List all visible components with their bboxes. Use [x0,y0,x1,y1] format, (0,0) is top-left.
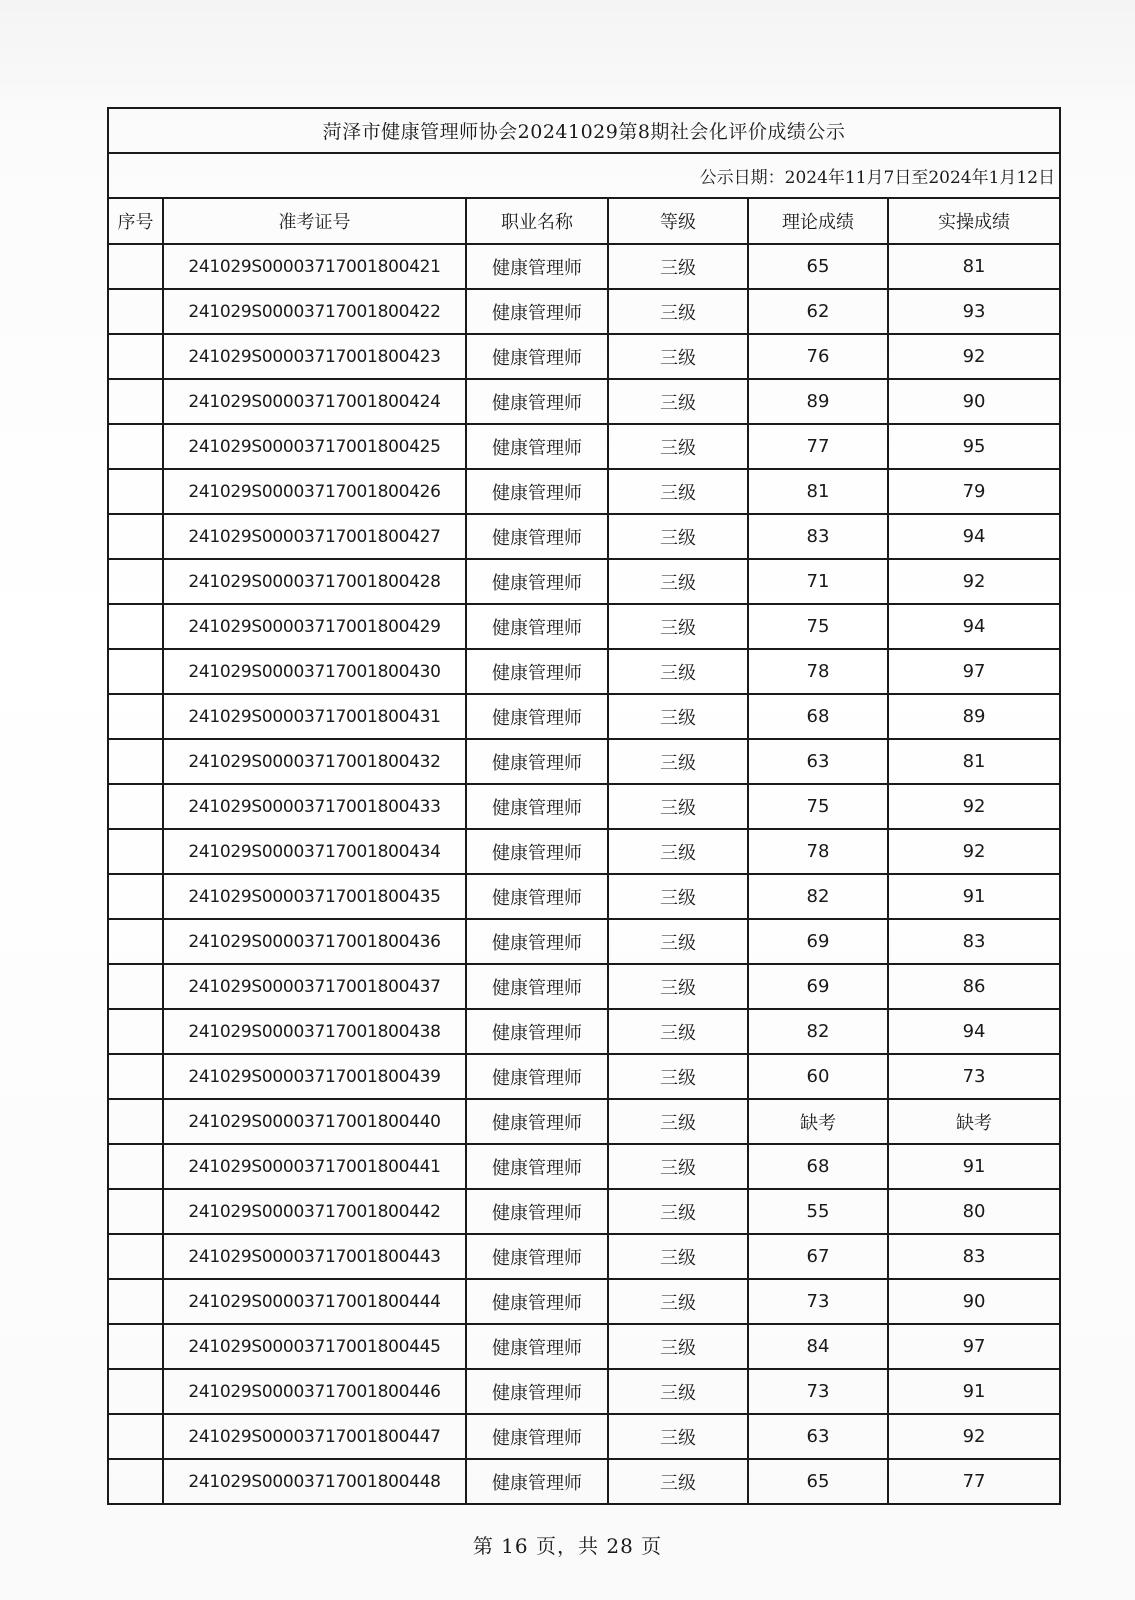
cell-exam-id: 241029S00003717001800423 [163,334,466,379]
cell-exam-id: 241029S00003717001800433 [163,784,466,829]
table-row [108,379,1060,424]
cell-exam-id: 241029S00003717001800440 [163,1099,466,1144]
cell-level: 三级 [608,469,748,514]
cell-theory-score: 82 [748,1009,888,1054]
table-row [108,829,1060,874]
cell-theory-score: 82 [748,874,888,919]
date-row [108,153,1060,198]
cell-practical-score: 91 [888,874,1060,919]
cell-occupation: 健康管理师 [466,1459,608,1504]
cell-occupation: 健康管理师 [466,1144,608,1189]
cell-occupation: 健康管理师 [466,559,608,604]
cell-seq [108,289,163,334]
cell-occupation: 健康管理师 [466,244,608,289]
table-row [108,874,1060,919]
cell-exam-id: 241029S00003717001800425 [163,424,466,469]
cell-exam-id: 241029S00003717001800431 [163,694,466,739]
cell-theory-score: 75 [748,604,888,649]
cell-seq [108,1324,163,1369]
cell-exam-id: 241029S00003717001800442 [163,1189,466,1234]
cell-exam-id: 241029S00003717001800430 [163,649,466,694]
cell-occupation: 健康管理师 [466,334,608,379]
publish-date: 公示日期：2024年11月7日至2024年1月12日 [108,153,1060,198]
cell-theory-score: 68 [748,694,888,739]
cell-exam-id: 241029S00003717001800429 [163,604,466,649]
table-row [108,514,1060,559]
cell-exam-id: 241029S00003717001800447 [163,1414,466,1459]
cell-level: 三级 [608,604,748,649]
table-row [108,649,1060,694]
cell-exam-id: 241029S00003717001800443 [163,1234,466,1279]
cell-level: 三级 [608,1009,748,1054]
cell-level: 三级 [608,829,748,874]
cell-seq [108,964,163,1009]
cell-level: 三级 [608,1369,748,1414]
cell-practical-score: 92 [888,829,1060,874]
cell-occupation: 健康管理师 [466,289,608,334]
cell-theory-score: 缺考 [748,1099,888,1144]
cell-theory-score: 83 [748,514,888,559]
table-row [108,469,1060,514]
cell-occupation: 健康管理师 [466,694,608,739]
cell-level: 三级 [608,694,748,739]
cell-seq [108,784,163,829]
cell-practical-score: 81 [888,739,1060,784]
cell-exam-id: 241029S00003717001800436 [163,919,466,964]
cell-practical-score: 83 [888,919,1060,964]
table-row [108,1279,1060,1324]
table-row [108,1459,1060,1504]
cell-practical-score: 80 [888,1189,1060,1234]
cell-theory-score: 81 [748,469,888,514]
cell-practical-score: 94 [888,1009,1060,1054]
cell-seq [108,1279,163,1324]
cell-practical-score: 81 [888,244,1060,289]
header-row [108,198,1060,244]
cell-practical-score: 73 [888,1054,1060,1099]
cell-occupation: 健康管理师 [466,1189,608,1234]
cell-exam-id: 241029S00003717001800424 [163,379,466,424]
cell-practical-score: 89 [888,694,1060,739]
table-row [108,964,1060,1009]
cell-level: 三级 [608,964,748,1009]
cell-practical-score: 91 [888,1369,1060,1414]
cell-occupation: 健康管理师 [466,469,608,514]
cell-seq [108,694,163,739]
document-title: 菏泽市健康管理师协会20241029第8期社会化评价成绩公示 [108,108,1060,153]
cell-practical-score: 77 [888,1459,1060,1504]
cell-seq [108,1054,163,1099]
cell-exam-id: 241029S00003717001800427 [163,514,466,559]
table-row [108,694,1060,739]
cell-seq [108,604,163,649]
cell-level: 三级 [608,919,748,964]
cell-level: 三级 [608,1189,748,1234]
cell-occupation: 健康管理师 [466,829,608,874]
cell-level: 三级 [608,1234,748,1279]
title-row [108,108,1060,153]
cell-theory-score: 78 [748,649,888,694]
table-row [108,289,1060,334]
cell-occupation: 健康管理师 [466,649,608,694]
table-row [108,919,1060,964]
header-exam-id: 准考证号 [163,198,466,244]
cell-occupation: 健康管理师 [466,1234,608,1279]
cell-theory-score: 62 [748,289,888,334]
cell-exam-id: 241029S00003717001800435 [163,874,466,919]
cell-theory-score: 63 [748,739,888,784]
cell-seq [108,1144,163,1189]
cell-level: 三级 [608,514,748,559]
cell-occupation: 健康管理师 [466,514,608,559]
cell-theory-score: 89 [748,379,888,424]
cell-occupation: 健康管理师 [466,379,608,424]
cell-practical-score: 92 [888,784,1060,829]
cell-theory-score: 63 [748,1414,888,1459]
cell-practical-score: 97 [888,1324,1060,1369]
cell-level: 三级 [608,1144,748,1189]
cell-level: 三级 [608,739,748,784]
cell-seq [108,649,163,694]
table-row [108,1144,1060,1189]
cell-seq [108,424,163,469]
table-row [108,739,1060,784]
header-seq: 序号 [108,198,163,244]
cell-level: 三级 [608,1459,748,1504]
cell-level: 三级 [608,289,748,334]
header-practical-score: 实操成绩 [888,198,1060,244]
cell-exam-id: 241029S00003717001800441 [163,1144,466,1189]
cell-occupation: 健康管理师 [466,604,608,649]
cell-seq [108,1414,163,1459]
cell-level: 三级 [608,1324,748,1369]
cell-theory-score: 71 [748,559,888,604]
cell-seq [108,1234,163,1279]
cell-occupation: 健康管理师 [466,919,608,964]
cell-seq [108,919,163,964]
table-row [108,1369,1060,1414]
cell-exam-id: 241029S00003717001800448 [163,1459,466,1504]
cell-practical-score: 90 [888,1279,1060,1324]
cell-practical-score: 83 [888,1234,1060,1279]
cell-seq [108,559,163,604]
cell-seq [108,874,163,919]
cell-seq [108,379,163,424]
table-row [108,334,1060,379]
cell-seq [108,829,163,874]
cell-level: 三级 [608,424,748,469]
table-row [108,604,1060,649]
cell-level: 三级 [608,1279,748,1324]
cell-theory-score: 65 [748,1459,888,1504]
header-theory-score: 理论成绩 [748,198,888,244]
table-row [108,1054,1060,1099]
cell-theory-score: 68 [748,1144,888,1189]
cell-practical-score: 97 [888,649,1060,694]
cell-theory-score: 65 [748,244,888,289]
cell-exam-id: 241029S00003717001800445 [163,1324,466,1369]
cell-occupation: 健康管理师 [466,1099,608,1144]
cell-seq [108,1009,163,1054]
cell-level: 三级 [608,379,748,424]
header-occupation: 职业名称 [466,198,608,244]
cell-level: 三级 [608,1054,748,1099]
cell-practical-score: 92 [888,1414,1060,1459]
cell-practical-score: 缺考 [888,1099,1060,1144]
cell-exam-id: 241029S00003717001800422 [163,289,466,334]
table-row [108,1234,1060,1279]
cell-exam-id: 241029S00003717001800434 [163,829,466,874]
cell-theory-score: 69 [748,964,888,1009]
cell-theory-score: 73 [748,1369,888,1414]
cell-exam-id: 241029S00003717001800446 [163,1369,466,1414]
cell-theory-score: 67 [748,1234,888,1279]
header-level: 等级 [608,198,748,244]
cell-theory-score: 76 [748,334,888,379]
cell-theory-score: 55 [748,1189,888,1234]
cell-level: 三级 [608,1099,748,1144]
cell-exam-id: 241029S00003717001800421 [163,244,466,289]
table-row [108,1009,1060,1054]
cell-seq [108,1099,163,1144]
cell-level: 三级 [608,649,748,694]
table-row [108,559,1060,604]
cell-theory-score: 73 [748,1279,888,1324]
cell-practical-score: 93 [888,289,1060,334]
cell-occupation: 健康管理师 [466,874,608,919]
cell-practical-score: 79 [888,469,1060,514]
cell-practical-score: 86 [888,964,1060,1009]
cell-occupation: 健康管理师 [466,964,608,1009]
cell-level: 三级 [608,244,748,289]
cell-seq [108,739,163,784]
cell-exam-id: 241029S00003717001800428 [163,559,466,604]
cell-theory-score: 69 [748,919,888,964]
cell-exam-id: 241029S00003717001800439 [163,1054,466,1099]
table-row [108,1324,1060,1369]
cell-seq [108,1189,163,1234]
cell-practical-score: 92 [888,334,1060,379]
table-row [108,1414,1060,1459]
cell-seq [108,469,163,514]
cell-seq [108,1369,163,1414]
cell-occupation: 健康管理师 [466,739,608,784]
cell-occupation: 健康管理师 [466,1414,608,1459]
cell-level: 三级 [608,784,748,829]
cell-practical-score: 91 [888,1144,1060,1189]
table-row [108,424,1060,469]
cell-practical-score: 95 [888,424,1060,469]
table-row [108,1099,1060,1144]
cell-theory-score: 78 [748,829,888,874]
cell-seq [108,244,163,289]
cell-occupation: 健康管理师 [466,1279,608,1324]
cell-exam-id: 241029S00003717001800438 [163,1009,466,1054]
cell-occupation: 健康管理师 [466,784,608,829]
cell-seq [108,334,163,379]
cell-practical-score: 94 [888,604,1060,649]
cell-level: 三级 [608,559,748,604]
cell-exam-id: 241029S00003717001800426 [163,469,466,514]
cell-occupation: 健康管理师 [466,1324,608,1369]
cell-practical-score: 92 [888,559,1060,604]
table-row [108,784,1060,829]
cell-occupation: 健康管理师 [466,1054,608,1099]
table-row [108,244,1060,289]
cell-occupation: 健康管理师 [466,424,608,469]
cell-theory-score: 77 [748,424,888,469]
cell-level: 三级 [608,874,748,919]
cell-occupation: 健康管理师 [466,1009,608,1054]
cell-exam-id: 241029S00003717001800437 [163,964,466,1009]
cell-theory-score: 84 [748,1324,888,1369]
cell-level: 三级 [608,1414,748,1459]
table-row [108,1189,1060,1234]
page-footer: 第 16 页，共 28 页 [472,1534,663,1558]
cell-theory-score: 60 [748,1054,888,1099]
cell-exam-id: 241029S00003717001800432 [163,739,466,784]
cell-practical-score: 90 [888,379,1060,424]
cell-occupation: 健康管理师 [466,1369,608,1414]
results-table [107,107,1061,1505]
cell-level: 三级 [608,334,748,379]
cell-seq [108,1459,163,1504]
cell-exam-id: 241029S00003717001800444 [163,1279,466,1324]
cell-seq [108,514,163,559]
cell-practical-score: 94 [888,514,1060,559]
cell-theory-score: 75 [748,784,888,829]
